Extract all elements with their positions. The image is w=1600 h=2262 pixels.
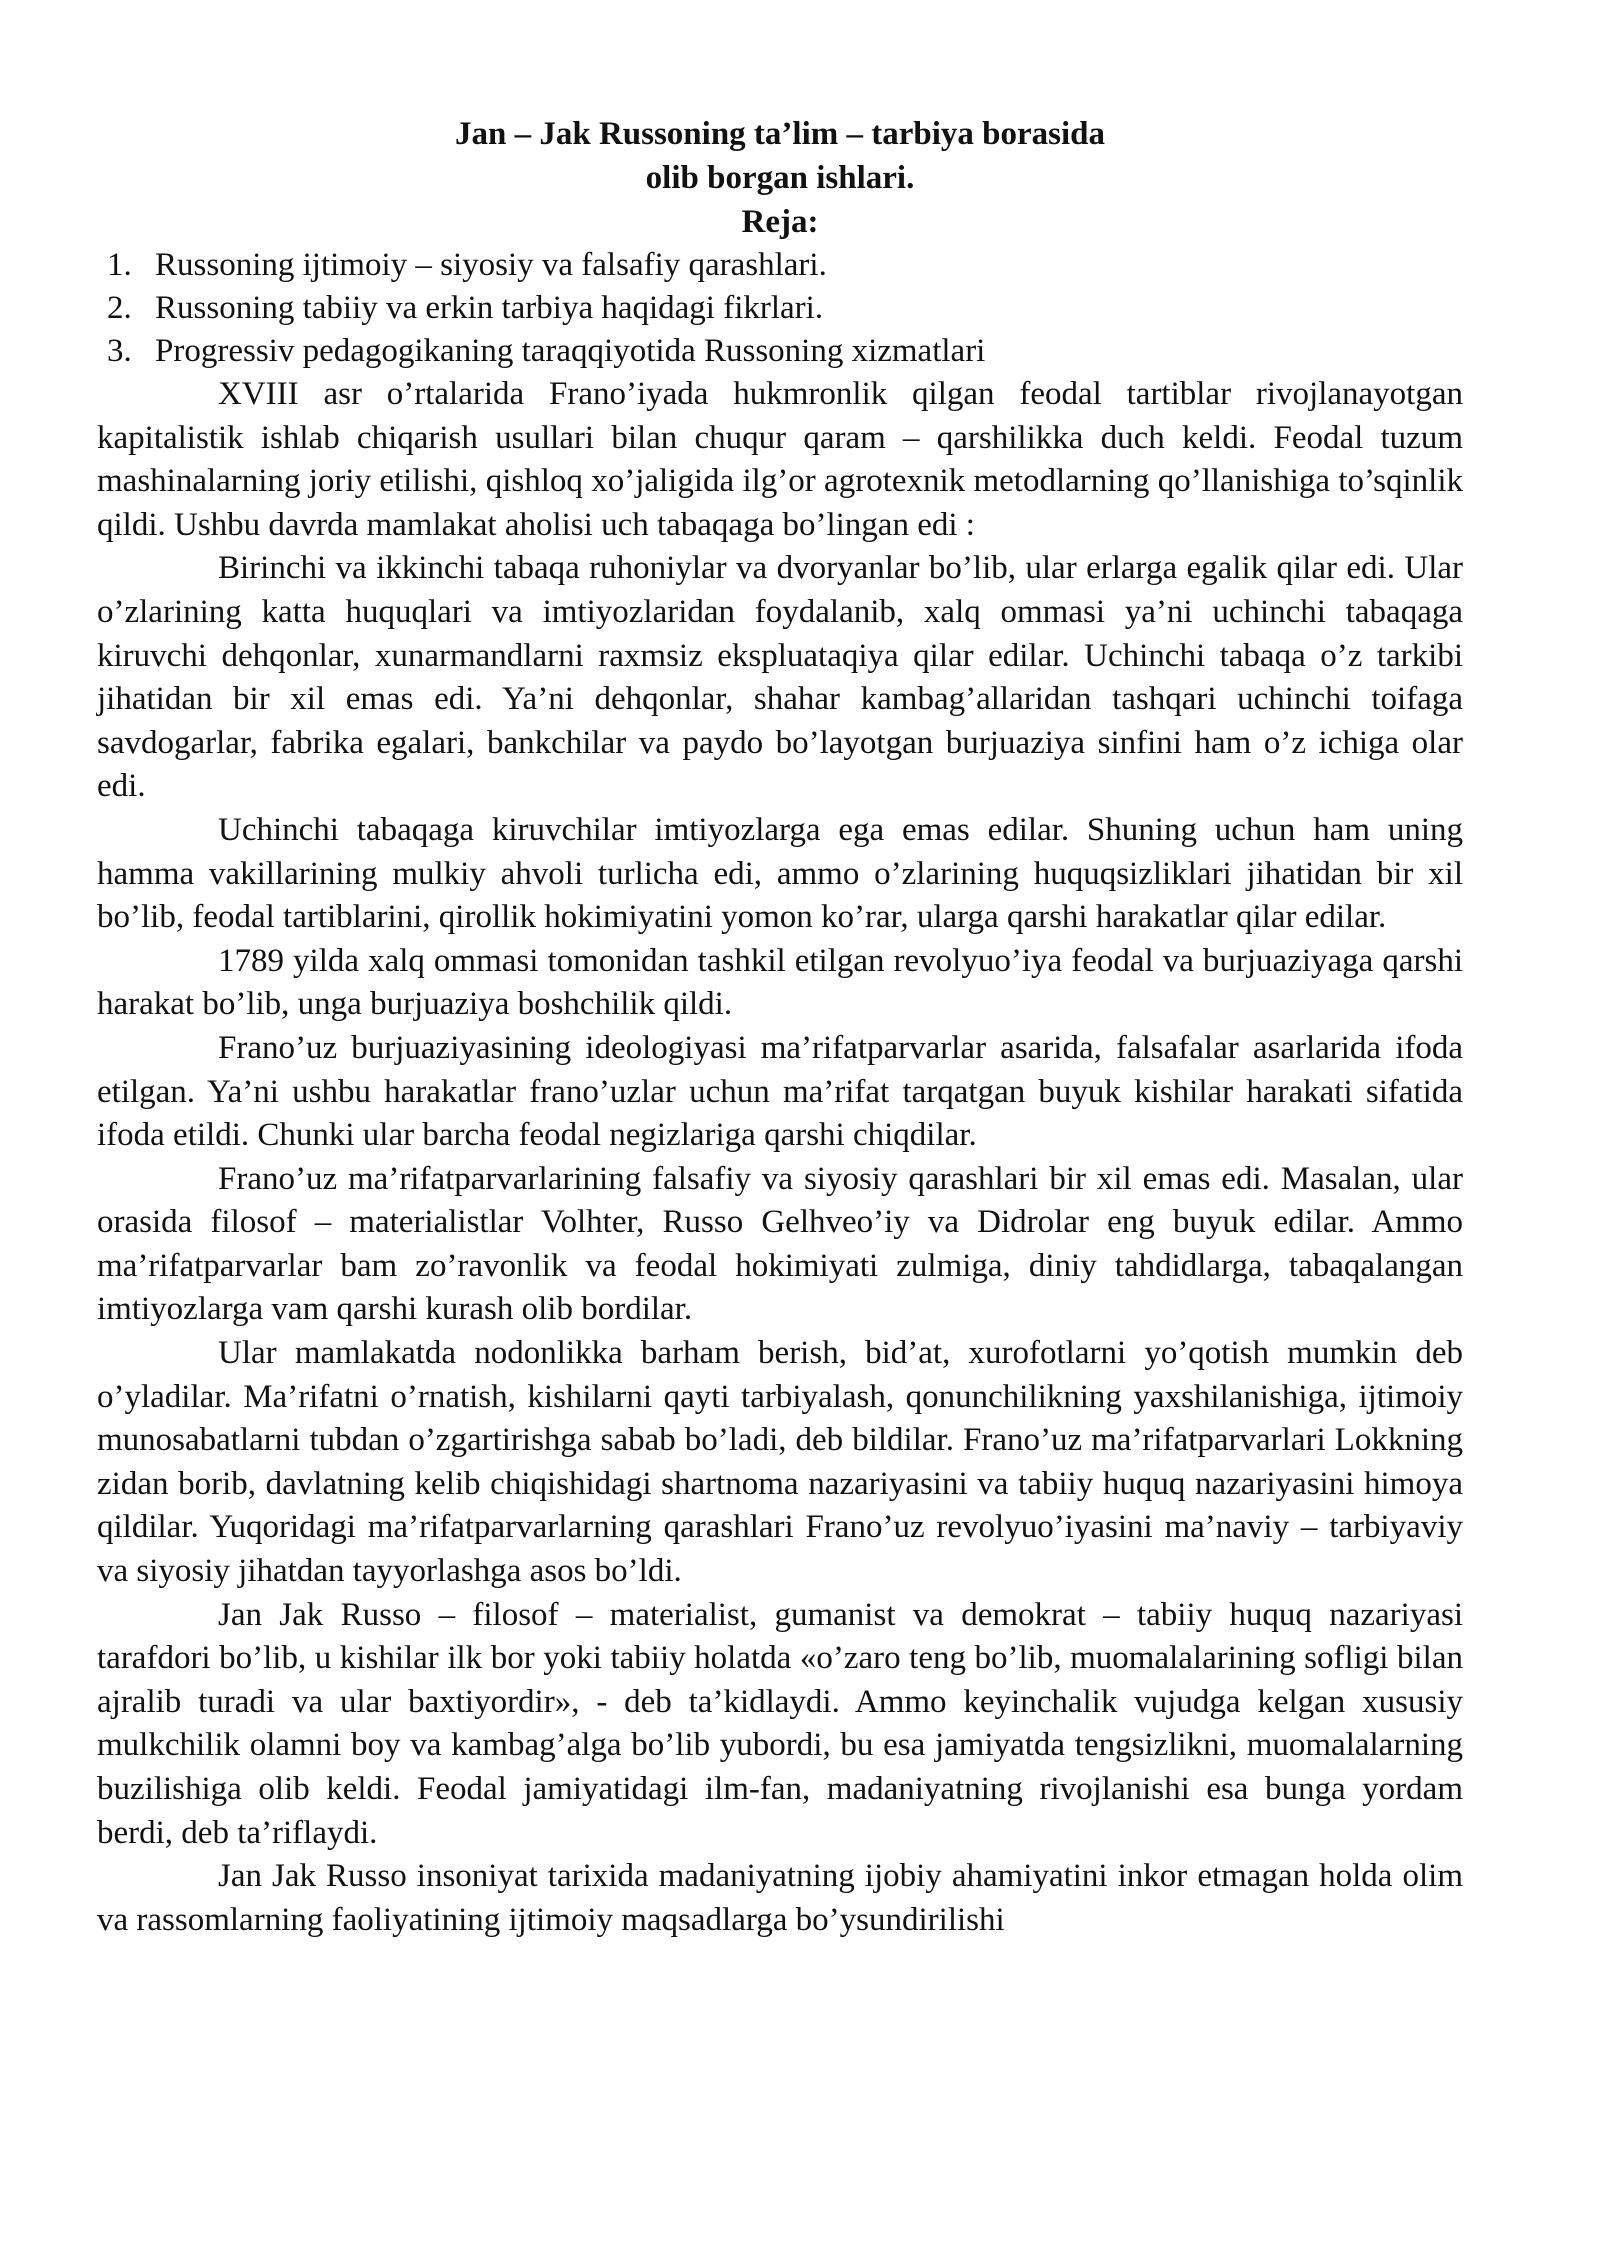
body-paragraph: Frano’uz burjuaziyasining ideologiyasi ma’rifatparvarlar asarida, falsafalar asarlarida ifoda etilgan. Ya’ni ushbu harakatlar frano’uzlar uchun ma’rifat tarqatgan buyuk kishilar harakati sifatida ifoda etildi. Chunki ular barcha feodal negizlariga qarshi chiqdilar.	[97, 1029, 1463, 1154]
body-paragraph: 1789 yilda xalq ommasi tomonidan tashkil etilgan revolyuo’iya feodal va burjuaziyaga qarshi harakat bo’lib, unga burjuaziya boshchilik qildi.	[97, 942, 1463, 1023]
plan-item-number: 1.	[107, 247, 132, 283]
plan-item-number: 2.	[107, 290, 132, 326]
plan-item-text: Progressiv pedagogikaning taraqqiyotida Russoning xizmatlari	[155, 333, 986, 369]
body-paragraph: XVIII asr o’rtalarida Frano’iyada hukmronlik qilgan feodal tartiblar rivojlanayotgan kapitalistik ishlab chiqarish usullari bilan chuqur qaram – qarshilikka duch keldi. Feodal tuzum mashinalarning joriy etilishi, qishloq xo’jaligida ilg’or agrotexnik metodlarning qo’llanishiga to’sqinlik qildi. Ushbu davrda mamlakat aholisi uch tabaqaga bo’lingan edi :	[97, 376, 1463, 543]
plan-item	[97, 244, 1463, 287]
body-paragraph: Uchinchi tabaqaga kiruvchilar imtiyozlarga ega emas edilar. Shuning uchun ham uning hamma vakillarining mulkiy ahvoli turlicha edi, ammo o’zlarining huquqsizliklari jihatidan bir xil bo’lib, feodal tartiblarini, qirollik hokimiyatini yomon ko’rar, ularga qarshi harakatlar qilar edilar.	[97, 811, 1463, 936]
document-page	[97, 112, 1463, 1942]
plan-heading: Reja:	[741, 204, 819, 240]
plan-item-text: Russoning tabiiy va erkin tarbiya haqidagi fikrlari.	[155, 290, 824, 326]
body-paragraph: Frano’uz ma’rifatparvarlarining falsafiy va siyosiy qarashlari bir xil emas edi. Masalan, ular orasida filosof – materialistlar Volhter, Russo Gelhveo’iy va Didrolar eng buyuk edilar. Ammo ma’rifatparvarlar bam zo’ravonlik va feodal hokimiyati zulmiga, diniy tahdidlarga, tabaqalangan imtiyozlarga vam qarshi kurash olib bordilar.	[97, 1160, 1463, 1328]
document-title-line-1: Jan – Jak Russoning ta’lim – tarbiya borasida	[454, 116, 1106, 152]
plan-item-number: 3.	[107, 333, 132, 369]
plan-item	[97, 287, 1463, 330]
body-paragraph-last: Jan Jak Russo insoniyat tarixida madaniyatning ijobiy ahamiyatini inkor etmagan holda olim va rassomlarning faoliyatining ijtimoiy maqsadlarga bo’ysundirilishi	[97, 1858, 1463, 1938]
plan-item	[97, 330, 1463, 373]
body-paragraph: Birinchi va ikkinchi tabaqa ruhoniylar va dvoryanlar bo’lib, ular erlarga egalik qilar edi. Ular o’zlarining katta huquqlari va imtiyozlaridan foydalanib, xalq ommasi ya’ni uchinchi tabaqaga kiruvchi dehqonlar, xunarmandlarni raxmsiz ekspluataqiya qilar edilar. Uchinchi tabaqa o’z tarkibi jihatidan bir xil emas edi. Ya’ni dehqonlar, shahar kambag’allaridan tashqari uchinchi toifaga savdogarlar, fabrika egalari, bankchilar va paydo bo’layotgan burjuaziya sinfini ham o’z ichiga olar edi.	[97, 550, 1463, 805]
body-paragraph: Ular mamlakatda nodonlikka barham berish, bid’at, xurofotlarni yo’qotish mumkin deb o’yladilar. Ma’rifatni o’rnatish, kishilarni qayti tarbiyalash, qonunchilikning yaxshilanishiga, ijtimoiy munosabatlarni tubdan o’zgartirishga sabab bo’ladi, deb bildilar. Frano’uz ma’rifatparvarlari Lokkning zidan borib, davlatning kelib chiqishidagi shartnoma nazariyasini va tabiiy huquq nazariyasini himoya qildilar. Yuqoridagi ma’rifatparvarlarning qarashlari Frano’uz revolyuo’iyasini ma’naviy – tarbiyaviy va siyosiy jihatdan tayyorlashga asos bo’ldi.	[97, 1335, 1463, 1590]
plan-item-text: Russoning ijtimoiy – siyosiy va falsafiy qarashlari.	[155, 247, 827, 283]
plan-list	[97, 244, 1463, 373]
document-title-line-2: olib borgan ishlari.	[645, 160, 915, 196]
body-paragraph: Jan Jak Russo – filosof – materialist, gumanist va demokrat – tabiiy huquq nazariyasi tarafdori bo’lib, u kishilar ilk bor yoki tabiiy holatda «o’zaro teng bo’lib, muomalalarining sofligi bilan ajralib turadi va ular baxtiyordir», - deb ta’kidlaydi. Ammo keyinchalik vujudga kelgan xususiy mulkchilik olamni boy va kambag’alga bo’lib yubordi, bu esa jamiyatda tengsizlikni, muomalalarning buzilishiga olib keldi. Feodal jamiyatidagi ilm-fan, madaniyatning rivojlanishi esa bunga yordam berdi, deb ta’riflaydi.	[97, 1596, 1463, 1851]
